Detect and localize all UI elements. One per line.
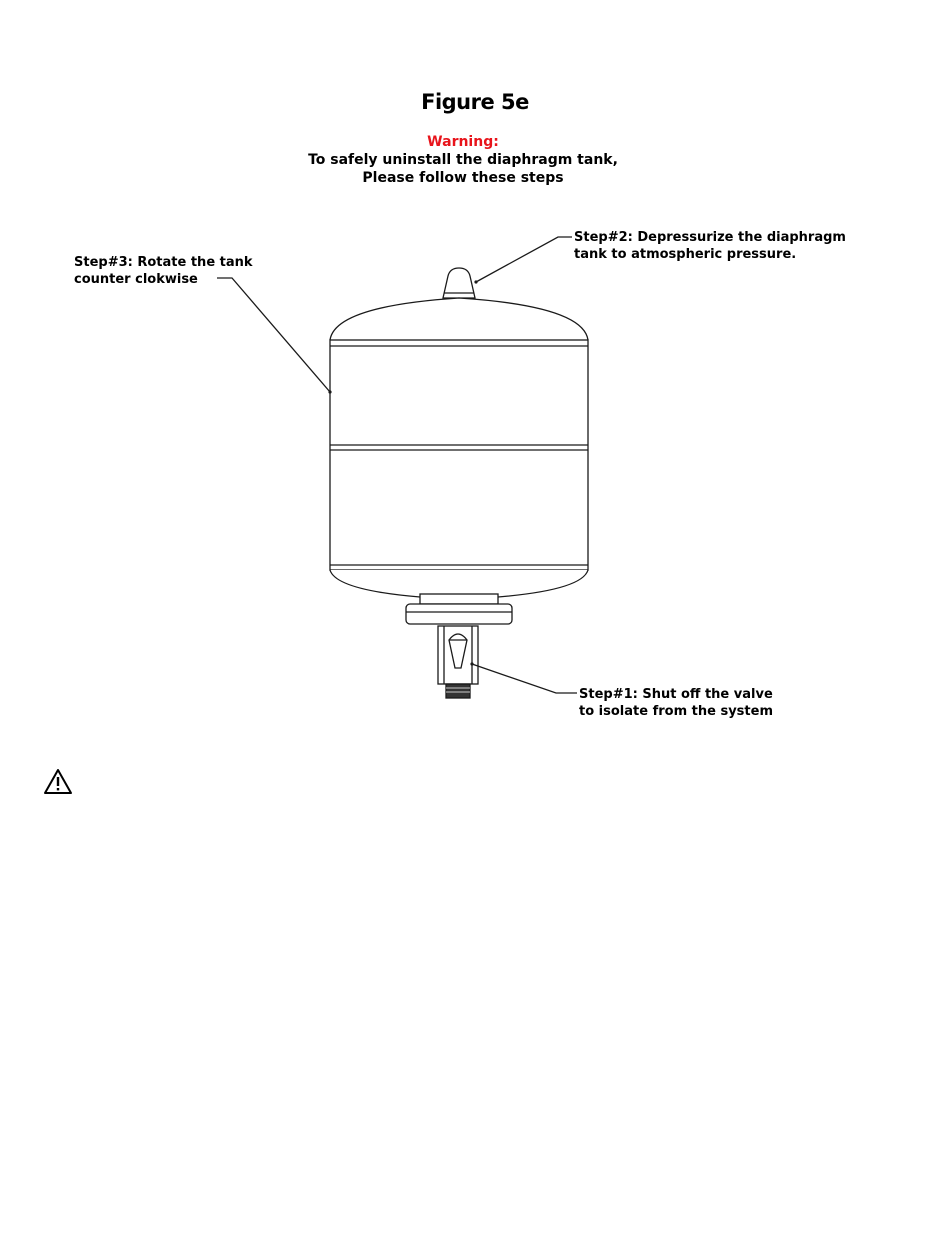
figure-title: Figure 5e bbox=[421, 90, 529, 114]
bottom-collar bbox=[420, 594, 498, 604]
tank-bottom-dome bbox=[330, 570, 588, 597]
tank-body bbox=[330, 340, 588, 570]
step3-line-1: Step#3: Rotate the tank bbox=[74, 255, 253, 270]
step1-callout bbox=[579, 686, 773, 720]
step3-callout bbox=[74, 254, 253, 288]
step1-line-2: to isolate from the system bbox=[579, 704, 773, 719]
warning-label: Warning: bbox=[427, 134, 499, 150]
warning-line-2: Please follow these steps bbox=[362, 170, 564, 186]
step2-line-2: tank to atmospheric pressure. bbox=[574, 247, 797, 262]
step2-callout bbox=[574, 229, 846, 263]
step1-leader bbox=[472, 664, 577, 693]
warning-line-1: To safely uninstall the diaphragm tank, bbox=[308, 152, 618, 168]
tank-top-dome bbox=[330, 298, 588, 340]
threaded-nipple bbox=[446, 684, 470, 698]
step3-line-2: counter clokwise bbox=[74, 272, 198, 287]
step2-leader bbox=[476, 237, 572, 282]
step1-line-1: Step#1: Shut off the valve bbox=[579, 687, 773, 702]
step2-line-1: Step#2: Depressurize the diaphragm bbox=[574, 230, 846, 245]
step3-leader bbox=[217, 278, 330, 392]
tank-flange bbox=[406, 604, 512, 624]
warning-triangle-icon bbox=[43, 768, 73, 796]
